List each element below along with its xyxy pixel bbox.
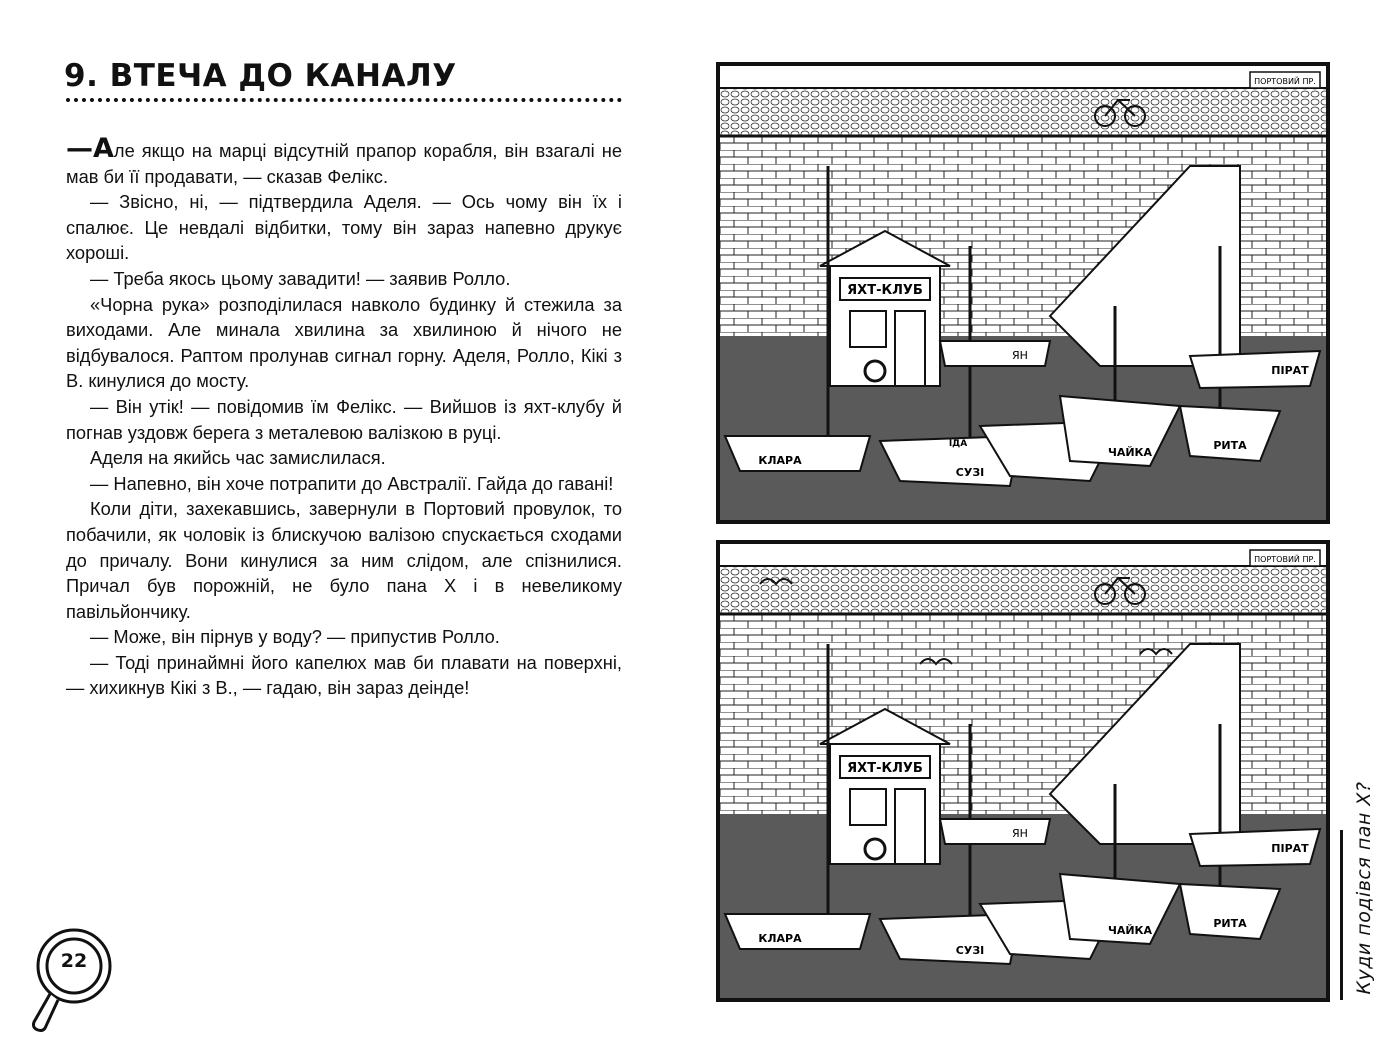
story-paragraph: — Тоді принаймні його капелюх мав би плавати на поверхні, — хихикнув Кікі з В., — гадаю, він зараз деінде! xyxy=(66,651,622,699)
story-paragraph: Аделя на якийсь час замислилася. xyxy=(90,447,386,469)
boat-name: ЧАЙКА xyxy=(1107,924,1153,937)
page-number: 22 xyxy=(60,950,88,972)
story-paragraph: — Він утік! — повідомив їм Фелікс. — Вийшов із яхт-клубу й погнав уздовж берега з металевою валізкою в руці. xyxy=(66,395,622,443)
title-dotted-underline xyxy=(66,98,622,102)
street-sign: ПОРТОВИЙ ПР. xyxy=(1254,77,1316,86)
magnifier-icon xyxy=(24,924,124,1044)
boat-name: ЯН xyxy=(1012,827,1028,840)
boat-name: КЛАРА xyxy=(758,932,802,945)
boat-name: ПІРАТ xyxy=(1271,364,1309,377)
story-paragraph: — Треба якось цьому завадити! — заявив Ролло. xyxy=(90,267,511,289)
boat-name: ПІРАТ xyxy=(1271,842,1309,855)
boat-name: СУЗІ xyxy=(955,466,985,479)
story-text xyxy=(66,133,622,701)
boat-name: РИТА xyxy=(1213,917,1247,930)
puzzle-question: Куди подівся пан Х? xyxy=(1353,781,1375,995)
boat-name: КЛАРА xyxy=(758,454,802,467)
street-sign: ПОРТОВИЙ ПР. xyxy=(1254,555,1316,564)
story-paragraph: —Але якщо на марці відсутній прапор корабля, він взагалі не мав би її продавати, — сказав Фелікс. xyxy=(66,133,622,187)
illustration-panel-before xyxy=(716,62,1330,524)
story-paragraph: — Звісно, ні, — підтвердила Аделя. — Ось чому він їх і спалює. Це невдалі відбитки, тому він зараз напевно друкує хороші. xyxy=(66,191,622,264)
boat-name: ІДА xyxy=(948,439,968,449)
boat-name: РИТА xyxy=(1213,439,1247,452)
story-paragraph: «Чорна рука» розподілилася навколо будинку й стежила за виходами. Але минала хвилина за хвилиною й нічого не відбувалося. Раптом пролунав сигнал горну. Аделя, Ролло, Кікі з В. кинулися до мосту. xyxy=(66,293,622,392)
story-paragraph: — Може, він пірнув у воду? — припустив Ролло. xyxy=(90,626,500,648)
boat-name: ЧАЙКА xyxy=(1107,446,1153,459)
boat-name: СУЗІ xyxy=(955,944,985,957)
yacht-club-sign: ЯХТ-КЛУБ xyxy=(847,761,923,776)
story-paragraph: Коли діти, захекавшись, завернули в Портовий провулок, то побачили, як чоловік із блискучою валізою спускається сходами до причалу. Вони кинулися за ним слідом, але спізнилися. Причал був порожній, не було пана Х і в невеликому павільйончику. xyxy=(66,498,622,622)
dropcap: —А xyxy=(66,133,114,164)
illustration-panel-after xyxy=(716,540,1330,1002)
yacht-club-sign: ЯХТ-КЛУБ xyxy=(847,283,923,298)
chapter-title: 9. ВТЕЧА ДО КАНАЛУ xyxy=(64,58,457,94)
story-paragraph: — Напевно, він хоче потрапити до Австралії. Гайда до гавані! xyxy=(90,472,614,494)
puzzle-question-container xyxy=(1343,776,1385,1000)
boat-name: ЯН xyxy=(1012,349,1028,362)
